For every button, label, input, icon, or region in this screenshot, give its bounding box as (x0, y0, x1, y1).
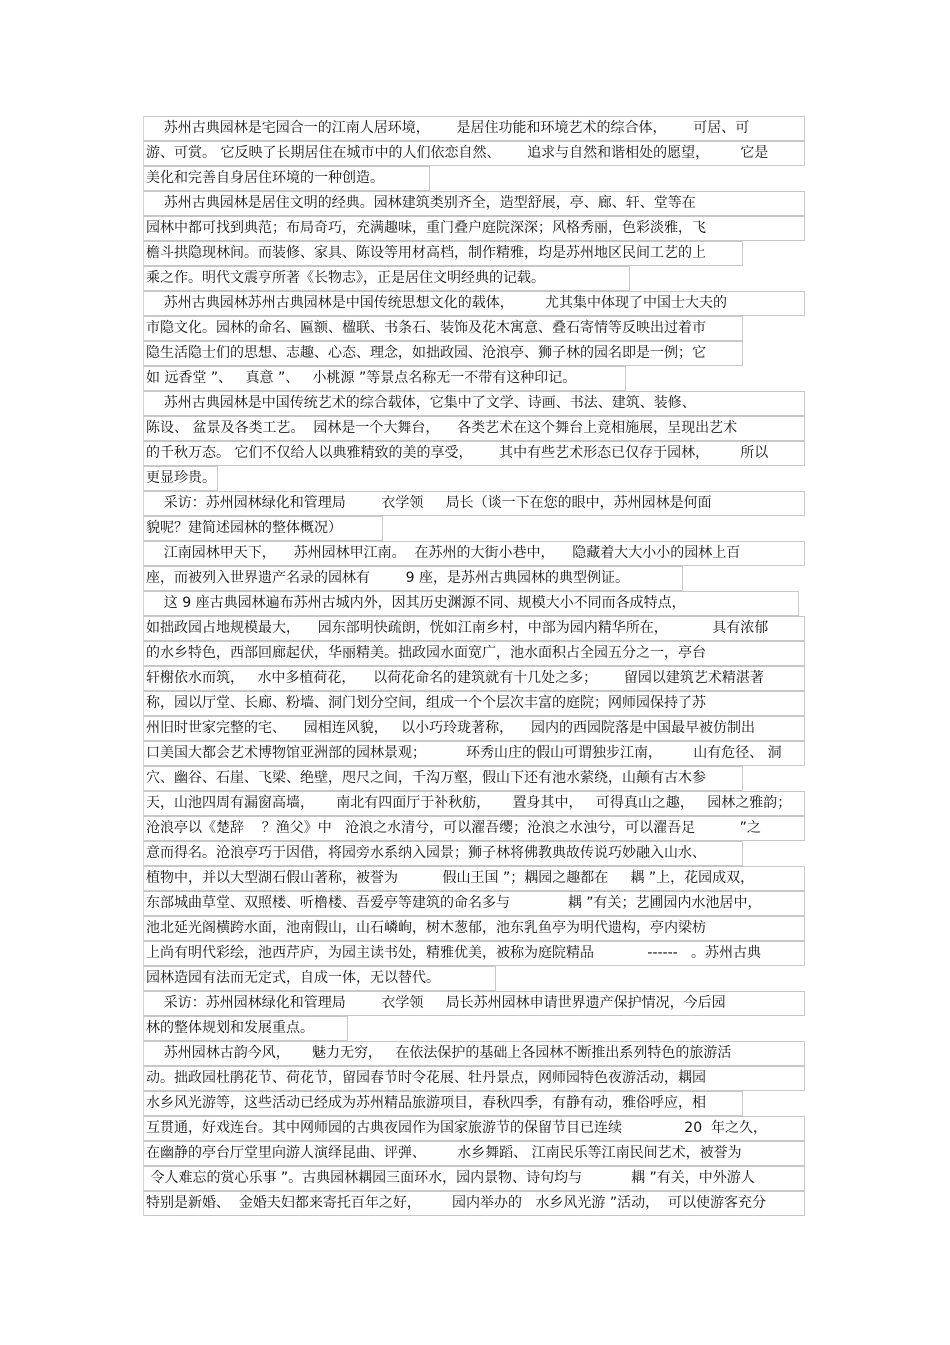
text-line: 天，山池四周有漏窗高墙， 南北有四面厅于补秋舫， 置身其中， 可得真山之趣， 园林之雅韵； (143, 791, 805, 816)
text-line: 植物中，并以大型湖石假山著称，被誉为 假山王国 ”；耦园之趣都在 耦 ”上，花园成双， (143, 866, 805, 891)
text-line: 美化和完善自身居住环境的一种创造。 (143, 166, 430, 191)
text-line: 如 远香堂 ”、 真意 ”、 小桃源 ”等景点名称无一不带有这种印记。 (143, 366, 626, 391)
text-line: 意而得名。沧浪亭巧于因借，将园旁水系纳入园景；狮子林将佛教典故传说巧妙融入山水、 (143, 841, 743, 866)
text-line: 的水乡特色，西部回廊起伏，华丽精美。拙政园水面宽广，池水面积占全园五分之一，亭台 (143, 641, 805, 666)
text-line: 苏州古典园林是居住文明的经典。园林建筑类别齐全，造型舒展，亭、廊、轩、堂等在 (143, 191, 805, 216)
text-line: 沧浪亭以《楚辞 ？渔父》中 沧浪之水清兮，可以濯吾缨；沧浪之水浊兮，可以濯吾足 ”之 (143, 816, 805, 841)
text-line: 州旧时世家完整的宅、 园相连风貌， 以小巧玲珑著称， 园内的西园院落是中国最早被仿制出 (143, 716, 805, 741)
text-line: 上尚有明代彩绘，池西芹庐，为园主读书处，精雅优美，被称为庭院精品 ------ 。苏州古典 (143, 941, 805, 966)
text-line: 采访：苏州园林绿化和管理局 衣学领 局长苏州园林申请世界遗产保护情况，今后园 (143, 991, 805, 1016)
text-line: 令人难忘的赏心乐事 ”。古典园林耦园三面环水，园内景物、诗句均与 耦 ”有关，中外游人 (143, 1166, 805, 1191)
text-line: 的千秋万态。 它们不仅给人以典雅精致的美的享受， 其中有些艺术形态已仅存于园林， 所以 (143, 441, 805, 466)
text-line: 东部城曲草堂、双照楼、听橹楼、吾爱亭等建筑的命名多与 耦 ”有关；艺圃园内水池居中， (143, 891, 805, 916)
text-line: 苏州古典园林是宅园合一的江南人居环境， 是居住功能和环境艺术的综合体， 可居、可 (143, 116, 805, 141)
text-line: 口美国大都会艺术博物馆亚洲部的园林景观； 环秀山庄的假山可谓独步江南， 山有危径、 洞 (143, 741, 805, 766)
text-line: 更显珍贵。 (143, 466, 218, 491)
text-line: 穴、幽谷、石崖、飞梁、绝壁，咫尺之间，千沟万壑，假山下还有池水萦绕，山颠有古木参 (143, 766, 743, 791)
text-line: 池北延光阁横跨水面，池南假山，山石嶙峋，树木葱郁，池东乳鱼亭为明代遗构，亭内梁枋 (143, 916, 805, 941)
text-line: 互贯通，好戏连台。其中网师园的古典夜园作为国家旅游节的保留节目已连续 20 年之久， (143, 1116, 805, 1141)
text-line: 陈设、 盆景及各类工艺。 园林是一个大舞台， 各类艺术在这个舞台上竞相施展，呈现出艺术 (143, 416, 805, 441)
text-line: 苏州古典园林苏州古典园林是中国传统思想文化的载体， 尤其集中体现了中国士大夫的 (143, 291, 805, 316)
text-line: 采访：苏州园林绿化和管理局 衣学领 局长（谈一下在您的眼中，苏州园林是何面 (143, 491, 805, 516)
text-line: 苏州园林古韵今风， 魅力无穷， 在依法保护的基础上各园林不断推出系列特色的旅游活 (143, 1041, 805, 1066)
text-line: 轩榭依水而筑， 水中多植荷花， 以荷花命名的建筑就有十几处之多； 留园以建筑艺术精湛著 (143, 666, 805, 691)
text-line: 称，园以厅堂、长廊、粉墙、洞门划分空间，组成一个个层次丰富的庭院；网师园保持了苏 (143, 691, 805, 716)
text-line: 游、可赏。 它反映了长期居住在城市中的人们依恋自然、 追求与自然和谐相处的愿望， 它是 (143, 141, 805, 166)
document-body (143, 116, 805, 1216)
text-line: 水乡风光游等，这些活动已经成为苏州精品旅游项目，春秋四季，有静有动，雅俗呼应，相 (143, 1091, 743, 1116)
text-line: 特别是新婚、 金婚夫妇都来寄托百年之好， 园内举办的 水乡风光游 ”活动， 可以使游客充分 (143, 1191, 805, 1216)
text-line: 市隐文化。园林的命名、匾额、楹联、书条石、装饰及花木寓意、叠石寄情等反映出过着市 (143, 316, 743, 341)
text-line: 在幽静的亭台厅堂里向游人演绎昆曲、评弹、 水乡舞蹈、 江南民乐等江南民间艺术，被誉为 (143, 1141, 805, 1166)
text-line: 貌呢？建简述园林的整体概况） (143, 516, 383, 541)
text-line: 园林造园有法而无定式，自成一体，无以替代。 (143, 966, 496, 991)
text-line: 乘之作。明代文震亨所著《长物志》，正是居住文明经典的记载。 (143, 266, 630, 291)
text-line: 苏州古典园林是中国传统艺术的综合载体，它集中了文学、诗画、书法、建筑、装修、 (143, 391, 805, 416)
text-line: 座，而被列入世界遗产名录的园林有 9 座，是苏州古典园林的典型例证。 (143, 566, 683, 591)
text-line: 隐生活隐士们的思想、志趣、心态、理念，如拙政园、沧浪亭、狮子林的园名即是一例；它 (143, 341, 743, 366)
text-line: 这 9 座古典园林遍布苏州古城内外，因其历史渊源不同、规模大小不同而各成特点， (143, 591, 799, 616)
text-line: 如拙政园占地规模最大， 园东部明快疏朗，恍如江南乡村，中部为园内精华所在， 具有浓郁 (143, 616, 805, 641)
text-line: 动。拙政园杜鹃花节、荷花节，留园春节时令花展、牡丹景点，网师园特色夜游活动，耦园 (143, 1066, 805, 1091)
text-line: 江南园林甲天下， 苏州园林甲江南。 在苏州的大街小巷中， 隐藏着大大小小的园林上百 (143, 541, 805, 566)
text-line: 林的整体规划和发展重点。 (143, 1016, 348, 1041)
text-line: 园林中都可找到典范；布局奇巧，充满趣味，重门叠户庭院深深；风格秀丽，色彩淡雅，飞 (143, 216, 805, 241)
text-line: 檐斗拱隐现林间。而装修、家具、陈设等用材高档，制作精雅，均是苏州地区民间工艺的上 (143, 241, 743, 266)
